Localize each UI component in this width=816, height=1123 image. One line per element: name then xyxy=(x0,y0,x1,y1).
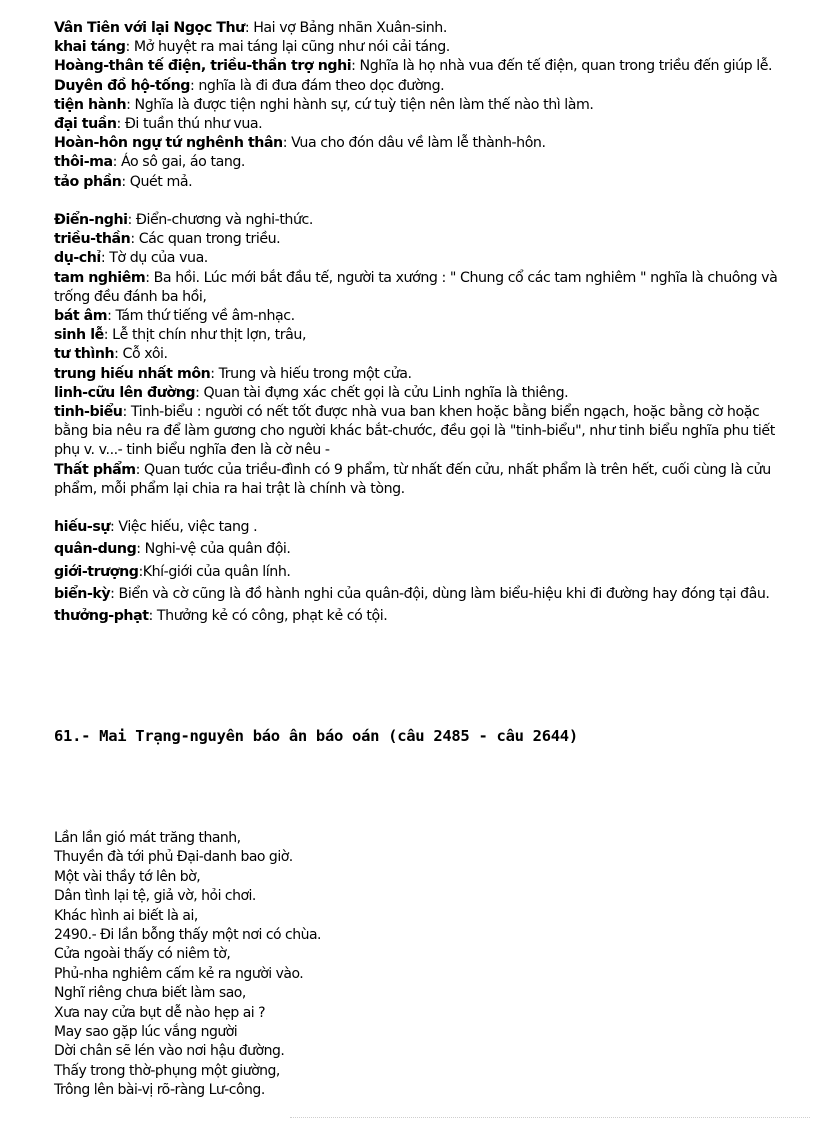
poem-line: Cửa ngoài thấy có niêm tờ, xyxy=(54,946,231,963)
glossary-definition: : Các quan trong triều. xyxy=(130,231,281,248)
poem-line: Thấy trong thờ-phụng một giường, xyxy=(54,1062,280,1079)
glossary-entry xyxy=(54,585,796,604)
glossary-term: Vân Tiên với lại Ngọc Thư xyxy=(54,20,245,36)
glossary-definition: : Lễ thịt chín như thịt lợn, trâu, xyxy=(103,327,307,344)
glossary-term: biển-kỳ xyxy=(54,585,111,602)
glossary-entry xyxy=(54,403,796,461)
glossary-entry xyxy=(54,77,796,96)
glossary-definition: : Đi tuần thú như vua. xyxy=(116,116,263,133)
poem-block xyxy=(54,829,754,1101)
poem-line: May sao gặp lúc vắng người xyxy=(54,1024,238,1041)
glossary-definition: : Mở huyệt ra mai táng lại cũng như nói cải táng. xyxy=(125,39,450,56)
glossary-definition: : Áo sô gai, áo tang. xyxy=(112,154,245,171)
glossary-entry xyxy=(54,211,796,230)
glossary-term: giới-trượng xyxy=(54,563,139,580)
poem-line: Lần lần gió mát trăng thanh, xyxy=(54,830,241,846)
glossary-entry xyxy=(54,345,796,364)
glossary-entry xyxy=(54,38,796,57)
glossary-term: tiện hành xyxy=(54,96,127,113)
glossary-block xyxy=(54,19,796,629)
glossary-term: khai táng xyxy=(54,39,126,56)
glossary-definition: : Nghĩa là được tiện nghi hành sự, cứ tuỳ tiện nên làm thế nào thì làm. xyxy=(126,96,594,113)
glossary-definition: : Quét mả. xyxy=(121,173,193,190)
glossary-term: triều-thần xyxy=(54,231,131,248)
glossary-definition: : Biển và cờ cũng là đồ hành nghi của quân-đội, dùng làm biểu-hiệu khi đi đường hay đóng tại đâu. xyxy=(110,585,770,602)
glossary-definition: : Tờ dụ của vua. xyxy=(100,250,208,267)
glossary-definition: :Khí-giới của quân lính. xyxy=(138,563,291,580)
glossary-entry xyxy=(54,115,796,134)
glossary-definition: : Vua cho đón dâu về làm lễ thành-hôn. xyxy=(282,135,546,152)
glossary-term: tinh-biểu xyxy=(54,404,123,421)
glossary-term: Hoàng-thân tế điện, triều-thần trợ nghi xyxy=(54,58,352,75)
glossary-entry xyxy=(54,173,796,192)
glossary-term: Thất phẩm xyxy=(54,461,136,478)
glossary-entry xyxy=(54,19,796,38)
page-bottom-rule xyxy=(290,1117,810,1118)
glossary-term: Điển-nghi xyxy=(54,212,128,229)
poem-line: Dời chân sẽ lén vào nơi hậu đường. xyxy=(54,1043,285,1060)
glossary-term: bát âm xyxy=(54,308,108,325)
glossary-term: Duyên đồ hộ-tống xyxy=(54,77,190,94)
glossary-entry xyxy=(54,607,796,626)
glossary-term: tam nghiêm xyxy=(54,269,146,286)
poem-line: Nghĩ riêng chưa biết làm sao, xyxy=(54,985,246,1002)
glossary-definition: : Nghi-vệ của quân đội. xyxy=(136,541,291,558)
glossary-definition: : Trung và hiếu trong một cửa. xyxy=(210,365,412,382)
glossary-definition: : Việc hiếu, việc tang . xyxy=(109,519,258,536)
glossary-definition: : Thưởng kẻ có công, phạt kẻ có tội. xyxy=(148,608,388,625)
glossary-entry xyxy=(54,230,796,249)
poem-line: Thuyền đà tới phủ Đại-danh bao giờ. xyxy=(54,849,293,866)
glossary-term: tư thình xyxy=(54,346,115,363)
paragraph-gap xyxy=(54,499,796,518)
glossary-entry xyxy=(54,153,796,172)
glossary-term: quân-dung xyxy=(54,541,137,558)
glossary-definition: : Cỗ xôi. xyxy=(114,346,168,363)
glossary-entry xyxy=(54,249,796,268)
glossary-term: tảo phần xyxy=(54,173,122,190)
glossary-definition: : Ba hồi. Lúc mới bắt đầu tế, người ta xướng : " Chung cổ các tam nghiêm " nghĩa là chuông và trống đều đánh ba hồi, xyxy=(54,269,778,305)
glossary-term: thưởng-phạt xyxy=(54,608,149,625)
glossary-entry xyxy=(54,563,796,582)
poem-line: Trông lên bài-vị rõ-ràng Lư-công. xyxy=(54,1082,265,1099)
glossary-definition: : Quan tước của triều-đình có 9 phẩm, từ nhất đến cửu, nhất phẩm là trên hết, cuối cùng là cửu phẩm, mỗi phẩm lại chia ra hai trật là chính và tòng. xyxy=(54,461,771,497)
glossary-definition: : Nghĩa là họ nhà vua đến tế điện, quan trong triều đến giúp lễ. xyxy=(351,58,773,75)
poem-line: Xưa nay cửa bụt dễ nào hẹp ai ? xyxy=(54,1004,266,1021)
glossary-entry xyxy=(54,365,796,384)
glossary-definition: : Điển-chương và nghi-thức. xyxy=(127,212,313,229)
glossary-entry xyxy=(54,269,796,307)
glossary-term: hiếu-sự xyxy=(54,519,110,536)
glossary-term: đại tuần xyxy=(54,116,117,133)
glossary-term: thôi-ma xyxy=(54,154,113,171)
glossary-entry xyxy=(54,96,796,115)
glossary-term: dụ-chỉ xyxy=(54,250,101,267)
glossary-entry xyxy=(54,384,796,403)
section-heading: 61.- Mai Trạng-nguyên báo ân báo oán (câu 2485 - câu 2644) xyxy=(54,727,578,745)
glossary-term: sinh lễ xyxy=(54,327,104,344)
poem-line: Khác hình ai biết là ai, xyxy=(54,907,198,924)
glossary-entry xyxy=(54,326,796,345)
poem-line: Dân tình lại tệ, giả vờ, hỏi chơi. xyxy=(54,888,256,905)
glossary-term: linh-cữu lên đường xyxy=(54,384,196,401)
glossary-definition: : Tinh-biểu : người có nết tốt được nhà vua ban khen hoặc bằng biển ngạch, hoặc bằng cờ hoặc bằng bia nêu ra để làm gương cho người khác bắt-chước, đều gọi là "tinh-biểu", như tinh biểu nghĩa phu tiết phụ v. v...- tinh biểu nghĩa đen là cờ nêu - xyxy=(54,404,775,459)
poem-line: 2490.- Đi lần bỗng thấy một nơi có chùa. xyxy=(54,927,322,944)
glossary-entry xyxy=(54,307,796,326)
glossary-definition: : Hai vợ Bảng nhãn Xuân-sinh. xyxy=(244,20,447,36)
poem-line: Phủ-nha nghiêm cấm kẻ ra người vào. xyxy=(54,965,304,982)
paragraph-gap xyxy=(54,192,796,211)
glossary-entry xyxy=(54,540,796,559)
glossary-entry xyxy=(54,57,796,76)
glossary-definition: : Quan tài đựng xác chết gọi là cửu Linh nghĩa là thiêng. xyxy=(195,384,569,401)
glossary-definition: : Tám thứ tiếng về âm-nhạc. xyxy=(107,308,295,325)
glossary-entry xyxy=(54,518,796,537)
glossary-definition: : nghĩa là đi đưa đám theo dọc đường. xyxy=(189,77,445,94)
glossary-term: Hoàn-hôn ngự tứ nghênh thân xyxy=(54,135,283,152)
glossary-entry xyxy=(54,461,796,499)
glossary-term: trung hiếu nhất môn xyxy=(54,365,211,382)
glossary-entry xyxy=(54,134,796,153)
poem-line: Một vài thầy tớ lên bờ, xyxy=(54,868,201,885)
